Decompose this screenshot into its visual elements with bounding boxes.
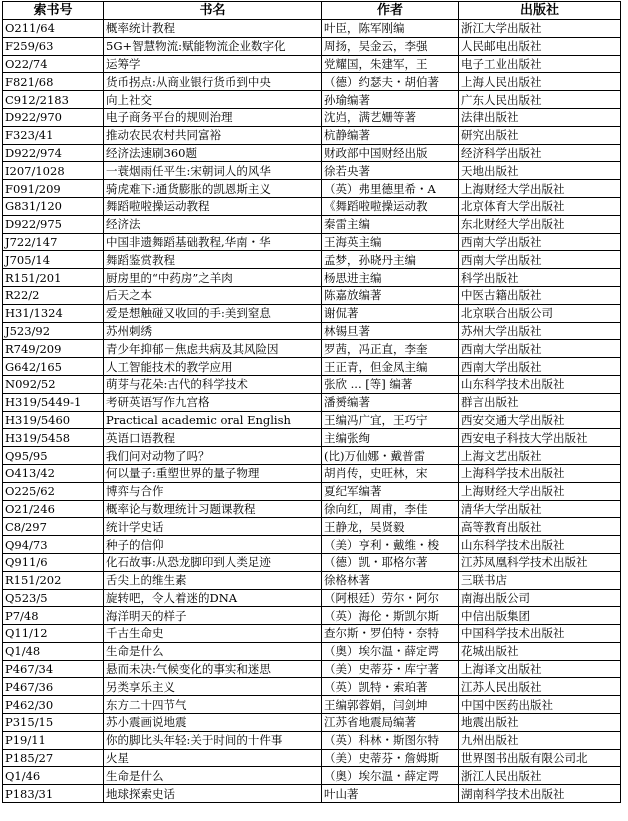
call-number-cell: J523/92	[3, 322, 104, 340]
call-number-cell: O211/64	[3, 20, 104, 38]
title-cell: 萌芽与花朵:古代的科学技术	[104, 375, 322, 393]
title-cell: 一蓑烟雨任平生:宋朝词人的风华	[104, 162, 322, 180]
call-number-cell: P467/34	[3, 660, 104, 678]
author-cell: 谢侃著	[322, 304, 459, 322]
call-number-cell: O225/62	[3, 482, 104, 500]
publisher-cell: 江苏凤凰科学技术出版社	[459, 553, 621, 571]
author-cell: 徐向红，周甫，李佳	[322, 500, 459, 518]
publisher-cell: 西南大学出版社	[459, 340, 621, 358]
publisher-cell: 西安电子科技大学出版社	[459, 429, 621, 447]
author-cell: 查尔斯・罗伯特・奈特	[322, 625, 459, 643]
title-cell: 推动农民农村共同富裕	[104, 126, 322, 144]
table-row	[3, 731, 621, 749]
publisher-cell: 高等教育出版社	[459, 518, 621, 536]
title-cell: Practical academic oral English	[104, 411, 322, 429]
title-cell: 生命是什么	[104, 642, 322, 660]
table-row	[3, 322, 621, 340]
table-row	[3, 785, 621, 803]
call-number-cell: R151/201	[3, 269, 104, 287]
call-number-cell: R151/202	[3, 571, 104, 589]
call-number-cell: J705/14	[3, 251, 104, 269]
title-cell: 舞蹈鉴赏教程	[104, 251, 322, 269]
title-cell: 概率论与数理统计习题课教程	[104, 500, 322, 518]
title-cell: 厨房里的“中药房”之羊肉	[104, 269, 322, 287]
title-cell: 种子的信仰	[104, 536, 322, 554]
author-cell: 党耀国，朱建军，王	[322, 55, 459, 73]
author-cell: （美）史蒂芬・詹姆斯	[322, 749, 459, 767]
table-row	[3, 108, 621, 126]
call-number-cell: H319/5449-1	[3, 393, 104, 411]
author-cell: 叶臣，陈军刚编	[322, 20, 459, 38]
title-cell: 化石故事:从恐龙脚印到人类足迹	[104, 553, 322, 571]
header-row	[3, 2, 621, 20]
author-cell: （奥）埃尔温・薛定谔	[322, 642, 459, 660]
title-cell: 5G+智慧物流:赋能物流企业数字化	[104, 37, 322, 55]
title-cell: 英语口语教程	[104, 429, 322, 447]
publisher-cell: 人民邮电出版社	[459, 37, 621, 55]
table-row	[3, 215, 621, 233]
title-cell: 我们问对动物了吗？	[104, 447, 322, 465]
call-number-cell: D922/970	[3, 108, 104, 126]
publisher-cell: 南海出版公司	[459, 589, 621, 607]
title-cell: 火星	[104, 749, 322, 767]
call-number-cell: Q523/5	[3, 589, 104, 607]
author-cell: 叶山著	[322, 785, 459, 803]
call-number-cell: G831/120	[3, 197, 104, 215]
author-cell: 杨思进主编	[322, 269, 459, 287]
title-cell: 地球探索史话	[104, 785, 322, 803]
table-row	[3, 464, 621, 482]
publisher-cell: 九州出版社	[459, 731, 621, 749]
table-row	[3, 678, 621, 696]
call-number-cell: P183/31	[3, 785, 104, 803]
column-header-author: 作者	[322, 2, 459, 20]
publisher-cell: 中信出版集团	[459, 607, 621, 625]
table-row	[3, 91, 621, 109]
author-cell: 周扬，吴金云，李强	[322, 37, 459, 55]
table-row	[3, 571, 621, 589]
author-cell: (比)万仙娜・戴普雷	[322, 447, 459, 465]
title-cell: 经济法速刷360题	[104, 144, 322, 162]
author-cell: 王海英主编	[322, 233, 459, 251]
call-number-cell: F091/209	[3, 180, 104, 198]
table-row	[3, 126, 621, 144]
author-cell: 潘赟编著	[322, 393, 459, 411]
call-number-cell: P7/48	[3, 607, 104, 625]
table-row	[3, 411, 621, 429]
table-row	[3, 37, 621, 55]
publisher-cell: 山东科学技术出版社	[459, 375, 621, 393]
title-cell: 苏小震画说地震	[104, 714, 322, 732]
publisher-cell: 经济科学出版社	[459, 144, 621, 162]
author-cell: （英）弗里德里希・A	[322, 180, 459, 198]
table-row	[3, 286, 621, 304]
table-row	[3, 358, 621, 376]
call-number-cell: C8/297	[3, 518, 104, 536]
author-cell: （阿根廷）劳尔・阿尔	[322, 589, 459, 607]
publisher-cell: 上海科学技术出版社	[459, 464, 621, 482]
publisher-cell: 西南大学出版社	[459, 233, 621, 251]
publisher-cell: 山东科学技术出版社	[459, 536, 621, 554]
table-row	[3, 180, 621, 198]
publisher-cell: 科学出版社	[459, 269, 621, 287]
call-number-cell: P19/11	[3, 731, 104, 749]
author-cell: 孙瑜编著	[322, 91, 459, 109]
table-row	[3, 518, 621, 536]
table-row	[3, 625, 621, 643]
author-cell: 主编张绚	[322, 429, 459, 447]
title-cell: 经济法	[104, 215, 322, 233]
publisher-cell: 上海财经大学出版社	[459, 482, 621, 500]
table-row	[3, 767, 621, 785]
call-number-cell: F323/41	[3, 126, 104, 144]
publisher-cell: 电子工业出版社	[459, 55, 621, 73]
author-cell: （英）海伦・斯凯尔斯	[322, 607, 459, 625]
author-cell: 夏纪军编著	[322, 482, 459, 500]
author-cell: 陈嘉放编著	[322, 286, 459, 304]
call-number-cell: Q911/6	[3, 553, 104, 571]
title-cell: 生命是什么	[104, 767, 322, 785]
publisher-cell: 上海财经大学出版社	[459, 180, 621, 198]
column-header-publisher: 出版社	[459, 2, 621, 20]
call-number-cell: H319/5460	[3, 411, 104, 429]
title-cell: 千古生命史	[104, 625, 322, 643]
call-number-cell: I207/1028	[3, 162, 104, 180]
publisher-cell: 世界图书出版有限公司北	[459, 749, 621, 767]
author-cell: 张欣 ... [等] 编著	[322, 375, 459, 393]
title-cell: 货币拐点:从商业银行货币到中央	[104, 73, 322, 91]
table-row	[3, 589, 621, 607]
author-cell: 杭静编著	[322, 126, 459, 144]
call-number-cell: G642/165	[3, 358, 104, 376]
call-number-cell: O413/42	[3, 464, 104, 482]
table-row	[3, 393, 621, 411]
call-number-cell: O22/74	[3, 55, 104, 73]
author-cell: 江苏省地震局编著	[322, 714, 459, 732]
publisher-cell: 法律出版社	[459, 108, 621, 126]
title-cell: 电子商务平台的规则治理	[104, 108, 322, 126]
author-cell: 王静龙，吴贤毅	[322, 518, 459, 536]
call-number-cell: Q95/95	[3, 447, 104, 465]
publisher-cell: 浙江大学出版社	[459, 20, 621, 38]
call-number-cell: R22/2	[3, 286, 104, 304]
table-row	[3, 144, 621, 162]
call-number-cell: Q94/73	[3, 536, 104, 554]
call-number-cell: D922/975	[3, 215, 104, 233]
title-cell: 向上社交	[104, 91, 322, 109]
call-number-cell: J722/147	[3, 233, 104, 251]
title-cell: 骑虎难下:通货膨胀的凯恩斯主义	[104, 180, 322, 198]
publisher-cell: 西南大学出版社	[459, 251, 621, 269]
publisher-cell: 上海文艺出版社	[459, 447, 621, 465]
publisher-cell: 中国中医药出版社	[459, 696, 621, 714]
author-cell: （德）凯・耶格尔著	[322, 553, 459, 571]
publisher-cell: 广东人民出版社	[459, 91, 621, 109]
table-row	[3, 197, 621, 215]
publisher-cell: 北京体育大学出版社	[459, 197, 621, 215]
table-row	[3, 696, 621, 714]
title-cell: 舌尖上的维生素	[104, 571, 322, 589]
call-number-cell: C912/2183	[3, 91, 104, 109]
author-cell: （英）科林・斯图尔特	[322, 731, 459, 749]
table-row	[3, 429, 621, 447]
title-cell: 运筹学	[104, 55, 322, 73]
title-cell: 后天之本	[104, 286, 322, 304]
title-cell: 概率统计教程	[104, 20, 322, 38]
author-cell: 孟梦，孙晓丹主编	[322, 251, 459, 269]
title-cell: 另类享乐主义	[104, 678, 322, 696]
column-header-title: 书名	[104, 2, 322, 20]
table-row	[3, 714, 621, 732]
call-number-cell: R749/209	[3, 340, 104, 358]
publisher-cell: 北京联合出版公司	[459, 304, 621, 322]
call-number-cell: H31/1324	[3, 304, 104, 322]
publisher-cell: 湖南科学技术出版社	[459, 785, 621, 803]
table-row	[3, 553, 621, 571]
author-cell: 王编郭蓉娟，闫剑坤	[322, 696, 459, 714]
author-cell: 王正青，但金凤主编	[322, 358, 459, 376]
author-cell: 徐若央著	[322, 162, 459, 180]
call-number-cell: D922/974	[3, 144, 104, 162]
table-row	[3, 482, 621, 500]
call-number-cell: P315/15	[3, 714, 104, 732]
table-row	[3, 269, 621, 287]
title-cell: 何以量子:重塑世界的量子物理	[104, 464, 322, 482]
publisher-cell: 西安交通大学出版社	[459, 411, 621, 429]
publisher-cell: 西南大学出版社	[459, 358, 621, 376]
call-number-cell: F259/63	[3, 37, 104, 55]
publisher-cell: 上海人民出版社	[459, 73, 621, 91]
book-table	[2, 1, 621, 803]
title-cell: 爱是想触碰又收回的手:美到窒息	[104, 304, 322, 322]
table-row	[3, 20, 621, 38]
table-row	[3, 447, 621, 465]
table-row	[3, 375, 621, 393]
publisher-cell: 中国科学技术出版社	[459, 625, 621, 643]
title-cell: 青少年抑郁－焦虑共病及其风险因	[104, 340, 322, 358]
table-row	[3, 536, 621, 554]
author-cell: 财政部中国财经出版	[322, 144, 459, 162]
title-cell: 博弈与合作	[104, 482, 322, 500]
table-row	[3, 251, 621, 269]
author-cell: 胡肖传，史旺林，宋	[322, 464, 459, 482]
author-cell: （美）史蒂芬・库宁著	[322, 660, 459, 678]
table-row	[3, 55, 621, 73]
author-cell: 《舞蹈啦啦操运动教	[322, 197, 459, 215]
table-row	[3, 233, 621, 251]
title-cell: 悬而未决:气候变化的事实和迷思	[104, 660, 322, 678]
table-row	[3, 500, 621, 518]
title-cell: 考研英语写作九宫格	[104, 393, 322, 411]
title-cell: 舞蹈啦啦操运动教程	[104, 197, 322, 215]
title-cell: 东方二十四节气	[104, 696, 322, 714]
table-row	[3, 607, 621, 625]
publisher-cell: 群言出版社	[459, 393, 621, 411]
title-cell: 你的脚比头年轻:关于时间的十件事	[104, 731, 322, 749]
author-cell: 林锡旦著	[322, 322, 459, 340]
table-row	[3, 749, 621, 767]
title-cell: 统计学史话	[104, 518, 322, 536]
call-number-cell: Q1/48	[3, 642, 104, 660]
publisher-cell: 浙江人民出版社	[459, 767, 621, 785]
table-row	[3, 660, 621, 678]
author-cell: 徐格林著	[322, 571, 459, 589]
table-row	[3, 73, 621, 91]
title-cell: 旋转吧，令人着迷的DNA	[104, 589, 322, 607]
publisher-cell: 天地出版社	[459, 162, 621, 180]
title-cell: 海洋明天的样子	[104, 607, 322, 625]
author-cell: 罗茜，冯正直，李奎	[322, 340, 459, 358]
call-number-cell: F821/68	[3, 73, 104, 91]
call-number-cell: P467/36	[3, 678, 104, 696]
author-cell: （美）亨利・戴维・梭	[322, 536, 459, 554]
call-number-cell: N092/52	[3, 375, 104, 393]
table-row	[3, 162, 621, 180]
call-number-cell: O21/246	[3, 500, 104, 518]
column-header-call-number: 索书号	[3, 2, 104, 20]
author-cell: （英）凯特・索珀著	[322, 678, 459, 696]
call-number-cell: H319/5458	[3, 429, 104, 447]
publisher-cell: 上海译文出版社	[459, 660, 621, 678]
publisher-cell: 研究出版社	[459, 126, 621, 144]
title-cell: 苏州刺绣	[104, 322, 322, 340]
author-cell: 秦雷主编	[322, 215, 459, 233]
publisher-cell: 地震出版社	[459, 714, 621, 732]
publisher-cell: 中医古籍出版社	[459, 286, 621, 304]
table-row	[3, 340, 621, 358]
publisher-cell: 三联书店	[459, 571, 621, 589]
call-number-cell: Q11/12	[3, 625, 104, 643]
author-cell: 王编冯广宜，王巧宁	[322, 411, 459, 429]
table-row	[3, 642, 621, 660]
call-number-cell: Q1/46	[3, 767, 104, 785]
publisher-cell: 江苏人民出版社	[459, 678, 621, 696]
publisher-cell: 清华大学出版社	[459, 500, 621, 518]
author-cell: （奥）埃尔温・薛定谔	[322, 767, 459, 785]
table-row	[3, 304, 621, 322]
title-cell: 人工智能技术的教学应用	[104, 358, 322, 376]
author-cell: （德）约瑟夫・胡伯著	[322, 73, 459, 91]
title-cell: 中国非遗舞蹈基础教程,华南・华	[104, 233, 322, 251]
publisher-cell: 苏州大学出版社	[459, 322, 621, 340]
publisher-cell: 花城出版社	[459, 642, 621, 660]
author-cell: 沈岿，满艺姗等著	[322, 108, 459, 126]
publisher-cell: 东北财经大学出版社	[459, 215, 621, 233]
call-number-cell: P462/30	[3, 696, 104, 714]
call-number-cell: P185/27	[3, 749, 104, 767]
